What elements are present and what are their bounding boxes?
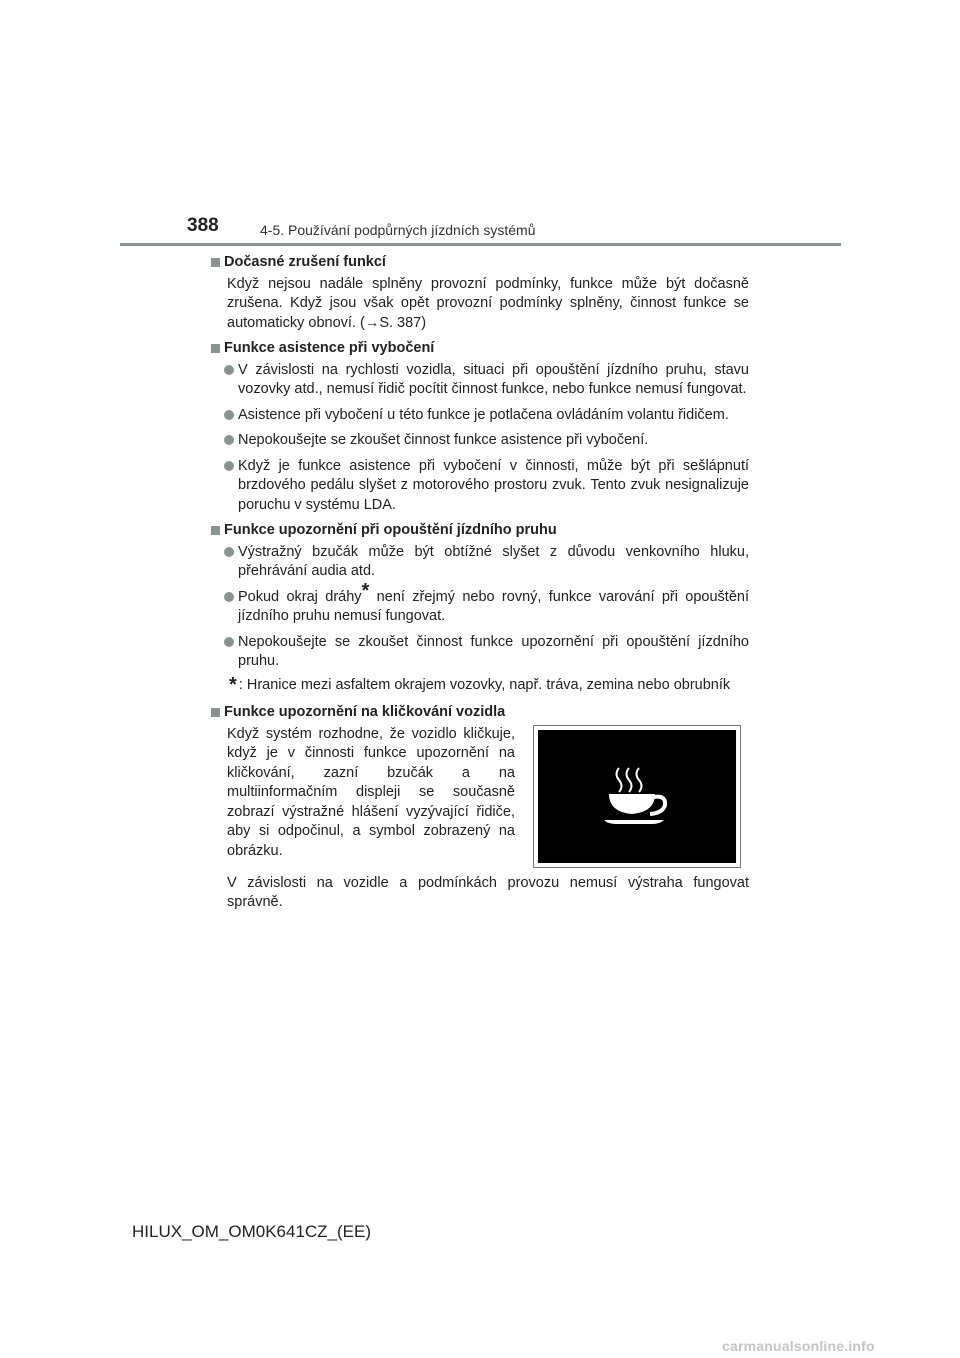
footnote-mark: * bbox=[229, 673, 237, 696]
square-bullet-icon bbox=[211, 258, 220, 267]
list-item bbox=[224, 361, 749, 400]
square-bullet-icon bbox=[211, 526, 220, 535]
list-item-text-part: Pokud okraj dráhy bbox=[238, 588, 362, 605]
circle-bullet-icon bbox=[224, 365, 234, 375]
list-item-text: Asistence při vybočení u této funkce je potlačena ovládáním volantu řidičem. bbox=[238, 406, 729, 423]
footnote bbox=[229, 673, 749, 696]
list-item bbox=[224, 457, 749, 516]
list-item bbox=[224, 431, 749, 451]
circle-bullet-icon bbox=[224, 435, 234, 445]
circle-bullet-icon bbox=[224, 592, 234, 602]
list-item bbox=[224, 579, 749, 627]
section-heading bbox=[211, 253, 749, 273]
list-item-text-part: není zřejmý nebo rovný, funkce varování při opouštění jízdního pruhu nemusí fungovat. bbox=[238, 588, 749, 624]
circle-bullet-icon bbox=[224, 547, 234, 557]
section-paragraph: Když nejsou nadále splněny provozní podmínky, funkce může být dočasně zrušena. Když jsou však opět provozní podmínky splněny, činnost funkce se automaticky obnoví. (→S. 387) bbox=[227, 275, 749, 331]
list-item-text: Výstražný bzučák může být obtížné slyšet z důvodu venkovního hluku, přehrávání audia atd. bbox=[238, 543, 749, 579]
multi-information-display bbox=[538, 730, 736, 863]
section-heading-text: Funkce upozornění při opouštění jízdního pruhu bbox=[224, 522, 557, 538]
section-heading-text: Funkce upozornění na kličkování vozidla bbox=[224, 704, 506, 720]
page-number: 388 bbox=[187, 215, 219, 236]
section-heading bbox=[211, 703, 749, 723]
list-item-text: Když je funkce asistence při vybočení v činnosti, může být při sešlápnutí brzdového pedálu slyšet z motorového prostoru zvuk. Tento zvuk nesignalizuje poruchu v systému LDA. bbox=[238, 457, 749, 513]
section-temporary-cancel bbox=[211, 253, 749, 333]
list-item bbox=[224, 543, 749, 582]
circle-bullet-icon bbox=[224, 410, 234, 420]
display-illustration bbox=[533, 725, 741, 868]
footnote-reference-mark: * bbox=[361, 579, 370, 602]
header-divider bbox=[120, 243, 841, 246]
section-heading bbox=[211, 339, 749, 359]
section-paragraph: V závislosti na vozidle a podmínkách provozu nemusí výstraha fungovat správně. bbox=[227, 874, 749, 910]
coffee-cup-icon bbox=[601, 764, 673, 828]
section-heading-text: Dočasné zrušení funkcí bbox=[224, 254, 386, 270]
chapter-title: 4-5. Používání podpůrných jízdních systémů bbox=[260, 222, 536, 238]
section-sway-warning bbox=[211, 703, 749, 913]
section-heading bbox=[211, 521, 749, 541]
circle-bullet-icon bbox=[224, 637, 234, 647]
watermark: carmanualsonline.info bbox=[722, 1338, 875, 1354]
page-content bbox=[211, 253, 749, 919]
list-item-text: Nepokoušejte se zkoušet činnost funkce upozornění při opouštění jízdního pruhu. bbox=[238, 633, 749, 669]
circle-bullet-icon bbox=[224, 461, 234, 471]
list-item bbox=[224, 633, 749, 672]
square-bullet-icon bbox=[211, 344, 220, 353]
list-item-text: V závislosti na rychlosti vozidla, situaci při opouštění jízdního pruhu, stavu vozovky atd., nemusí řidič pocítit činnost funkce, nebo funkce nemusí fungovat. bbox=[238, 361, 749, 397]
sway-warning-row bbox=[227, 725, 749, 868]
document-code: HILUX_OM_OM0K641CZ_(EE) bbox=[132, 1222, 372, 1241]
section-heading-text: Funkce asistence při vybočení bbox=[224, 340, 435, 356]
list-item bbox=[224, 406, 749, 426]
section-paragraph: Když systém rozhodne, že vozidlo kličkuje, když je v činnosti funkce upozornění na kličkování, zazní bzučák a na multiinformačním displeji se současně zobrazí výstražné hlášení vyzývající řidiče, aby si odpočinul, a symbol zobrazený na obrázku. bbox=[227, 725, 515, 859]
footnote-text: : Hranice mezi asfaltem okrajem vozovky, např. tráva, zemina nebo obrubník bbox=[238, 676, 731, 693]
section-lane-departure-alert bbox=[211, 521, 749, 695]
list-item-text: Nepokoušejte se zkoušet činnost funkce asistence při vybočení. bbox=[238, 432, 649, 448]
section-steering-assist bbox=[211, 339, 749, 515]
square-bullet-icon bbox=[211, 708, 220, 717]
list-item-text bbox=[238, 579, 749, 627]
